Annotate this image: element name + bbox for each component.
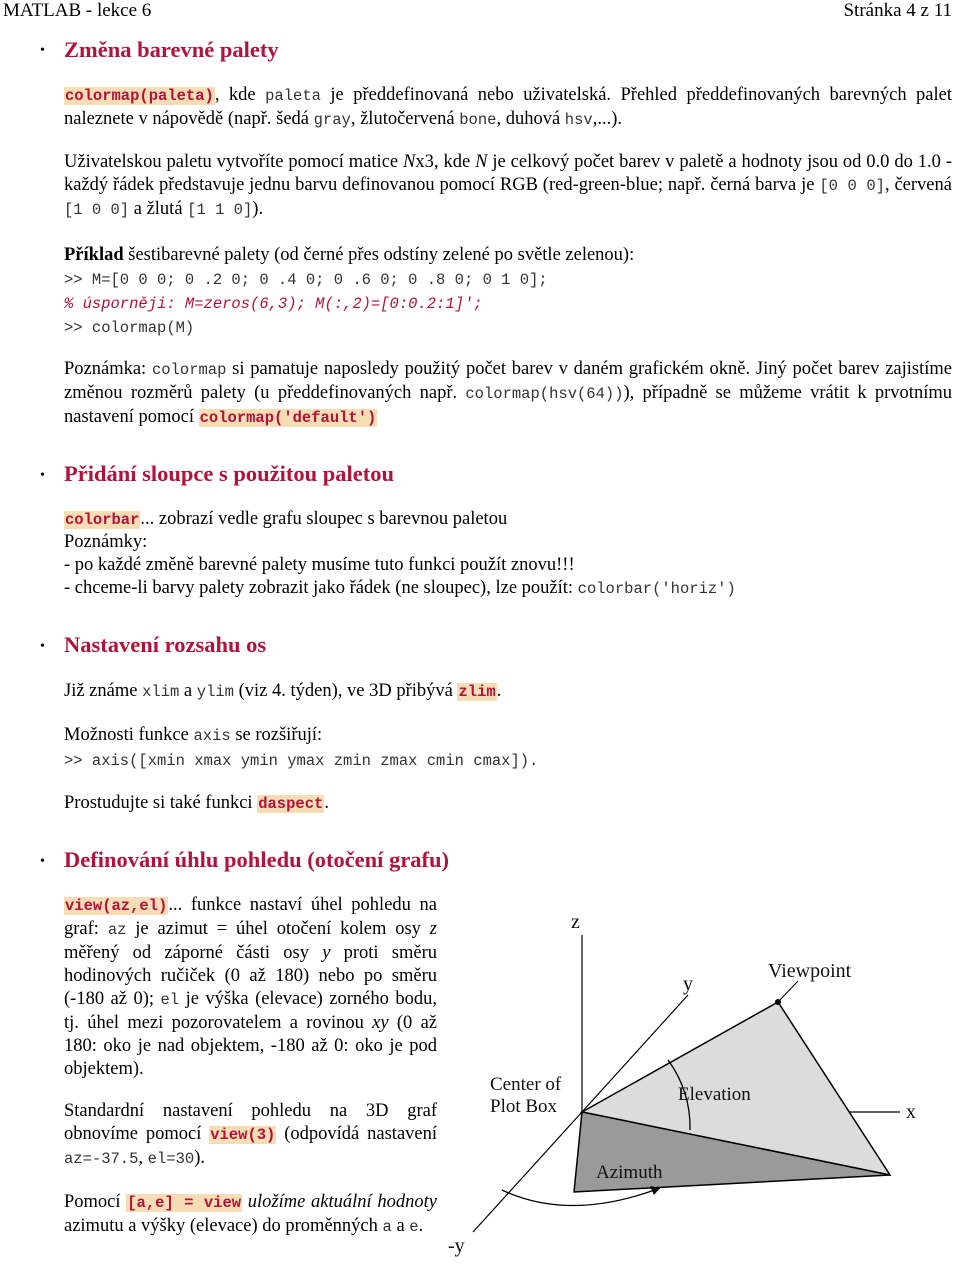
page-number: Stránka 4 z 11 <box>843 0 952 21</box>
bullet-icon: • <box>40 43 45 58</box>
viewpoint-label: Viewpoint <box>768 960 852 982</box>
keyword: daspect <box>258 795 324 813</box>
paragraph: view(az,el)... funkce nastaví úhel pohledu na graf: az je azimut = úhel otočení kolem osy z měřený od záporné části osy y proti směru hodinových ručiček (0 až 180) nebo po směru (-180 až 0); el je výška (elevace) zorného bodu, tj. úhel mezi pozorovatelem a rovinou xy (0 až 180: oko je nad objektem, -180 až 0: oko je pod objektem). <box>64 895 438 1079</box>
center-label-line1: Center of <box>490 1074 562 1095</box>
paragraph: Prostudujte si také funkci daspect. <box>64 793 329 813</box>
paragraph: Poznámky: <box>64 532 148 552</box>
paragraph: Možnosti funkce axis se rozšiřují: <box>64 725 323 745</box>
section-heading: Změna barevné palety <box>64 37 279 62</box>
paragraph: Standardní nastavení pohledu na 3D graf obnovíme pomocí view(3) (odpovídá nastavení az=-37.5, el=30). <box>64 1101 438 1168</box>
keyword: colorbar <box>65 511 140 529</box>
code-line: >> colormap(M) <box>64 319 195 337</box>
paragraph: - chceme-li barvy palety zobrazit jako řádek (ne sloupec), lze použít: colorbar('horiz') <box>64 578 736 598</box>
paragraph: colorbar... zobrazí vedle grafu sloupec s barevnou paletou <box>65 509 508 529</box>
bullet-icon: • <box>40 468 45 483</box>
code-comment: % úsporněji: M=zeros(6,3); M(:,2)=[0:0.2:1]'; <box>64 295 483 313</box>
paragraph: Uživatelskou paletu vytvoříte pomocí matice Nx3, kde N je celkový počet barev v paletě a hodnoty jsou od 0.0 do 1.0 - každý řádek představuje jednu barvu definovanou pomocí RGB (red-green-blue; např. černá barva je [0 0 0], červená [1 0 0] a žlutá [1 1 0]). <box>64 152 953 219</box>
code-line: >> axis([xmin xmax ymin ymax zmin zmax cmin cmax]). <box>64 752 539 770</box>
view-angle-diagram <box>440 900 955 1285</box>
bullet-icon: • <box>40 854 45 869</box>
paragraph: - po každé změně barevné palety musíme tuto funkci použít znovu!!! <box>64 555 575 575</box>
section-heading: Nastavení rozsahu os <box>64 632 267 657</box>
paragraph: colormap(paleta), kde paleta je předdefinovaná nebo uživatelská. Přehled předdefinovaných barevných palet naleznete v nápovědě (např. šedá gray, žlutočervená bone, duhová hsv,...). <box>64 85 952 129</box>
document-title: MATLAB - lekce 6 <box>3 0 152 21</box>
section-heading: Definování úhlu pohledu (otočení grafu) <box>64 847 450 872</box>
bullet-icon: • <box>40 639 45 654</box>
paragraph: Poznámka: colormap si pamatuje naposledy použitý počet barev v daném grafickém okně. Jiný počet barev zajistíme změnou rozměrů palety (u předdefinovaných např. colormap(hsv(64))), případně se můžeme vrátit k prvotnímu nastavení pomocí colormap('default') <box>64 359 952 427</box>
paragraph: Již známe xlim a ylim (viz 4. týden), ve 3D přibývá zlim. <box>64 681 502 701</box>
keyword: colormap(paleta) <box>65 87 214 105</box>
paragraph: Pomocí [a,e] = view uložíme aktuální hodnoty azimutu a výšky (elevace) do proměnných a a e. <box>64 1192 437 1236</box>
keyword: zlim <box>458 683 496 701</box>
z-axis-label: z <box>571 911 580 933</box>
keyword: view(az,el) <box>65 897 168 915</box>
keyword: view(3) <box>210 1126 276 1144</box>
code-line: >> M=[0 0 0; 0 .2 0; 0 .4 0; 0 .6 0; 0 .8 0; 0 1 0]; <box>64 271 548 289</box>
section-heading: Přidání sloupce s použitou paletou <box>64 461 395 486</box>
elevation-label: Elevation <box>678 1084 751 1105</box>
keyword: colormap('default') <box>199 409 377 427</box>
y-axis-label: y <box>683 973 693 995</box>
x-axis-label: x <box>906 1101 916 1123</box>
center-label-line2: Plot Box <box>490 1096 558 1117</box>
azimuth-label: Azimuth <box>596 1162 663 1183</box>
viewpoint-leader <box>778 981 798 1002</box>
page-header <box>0 0 960 24</box>
keyword: [a,e] = view <box>127 1194 242 1212</box>
paragraph: Příklad šestibarevné palety (od černé přes odstíny zelené po světle zelenou): <box>64 245 635 265</box>
neg-y-axis-label: -y <box>448 1235 465 1257</box>
neg-y-axis <box>473 1112 582 1232</box>
